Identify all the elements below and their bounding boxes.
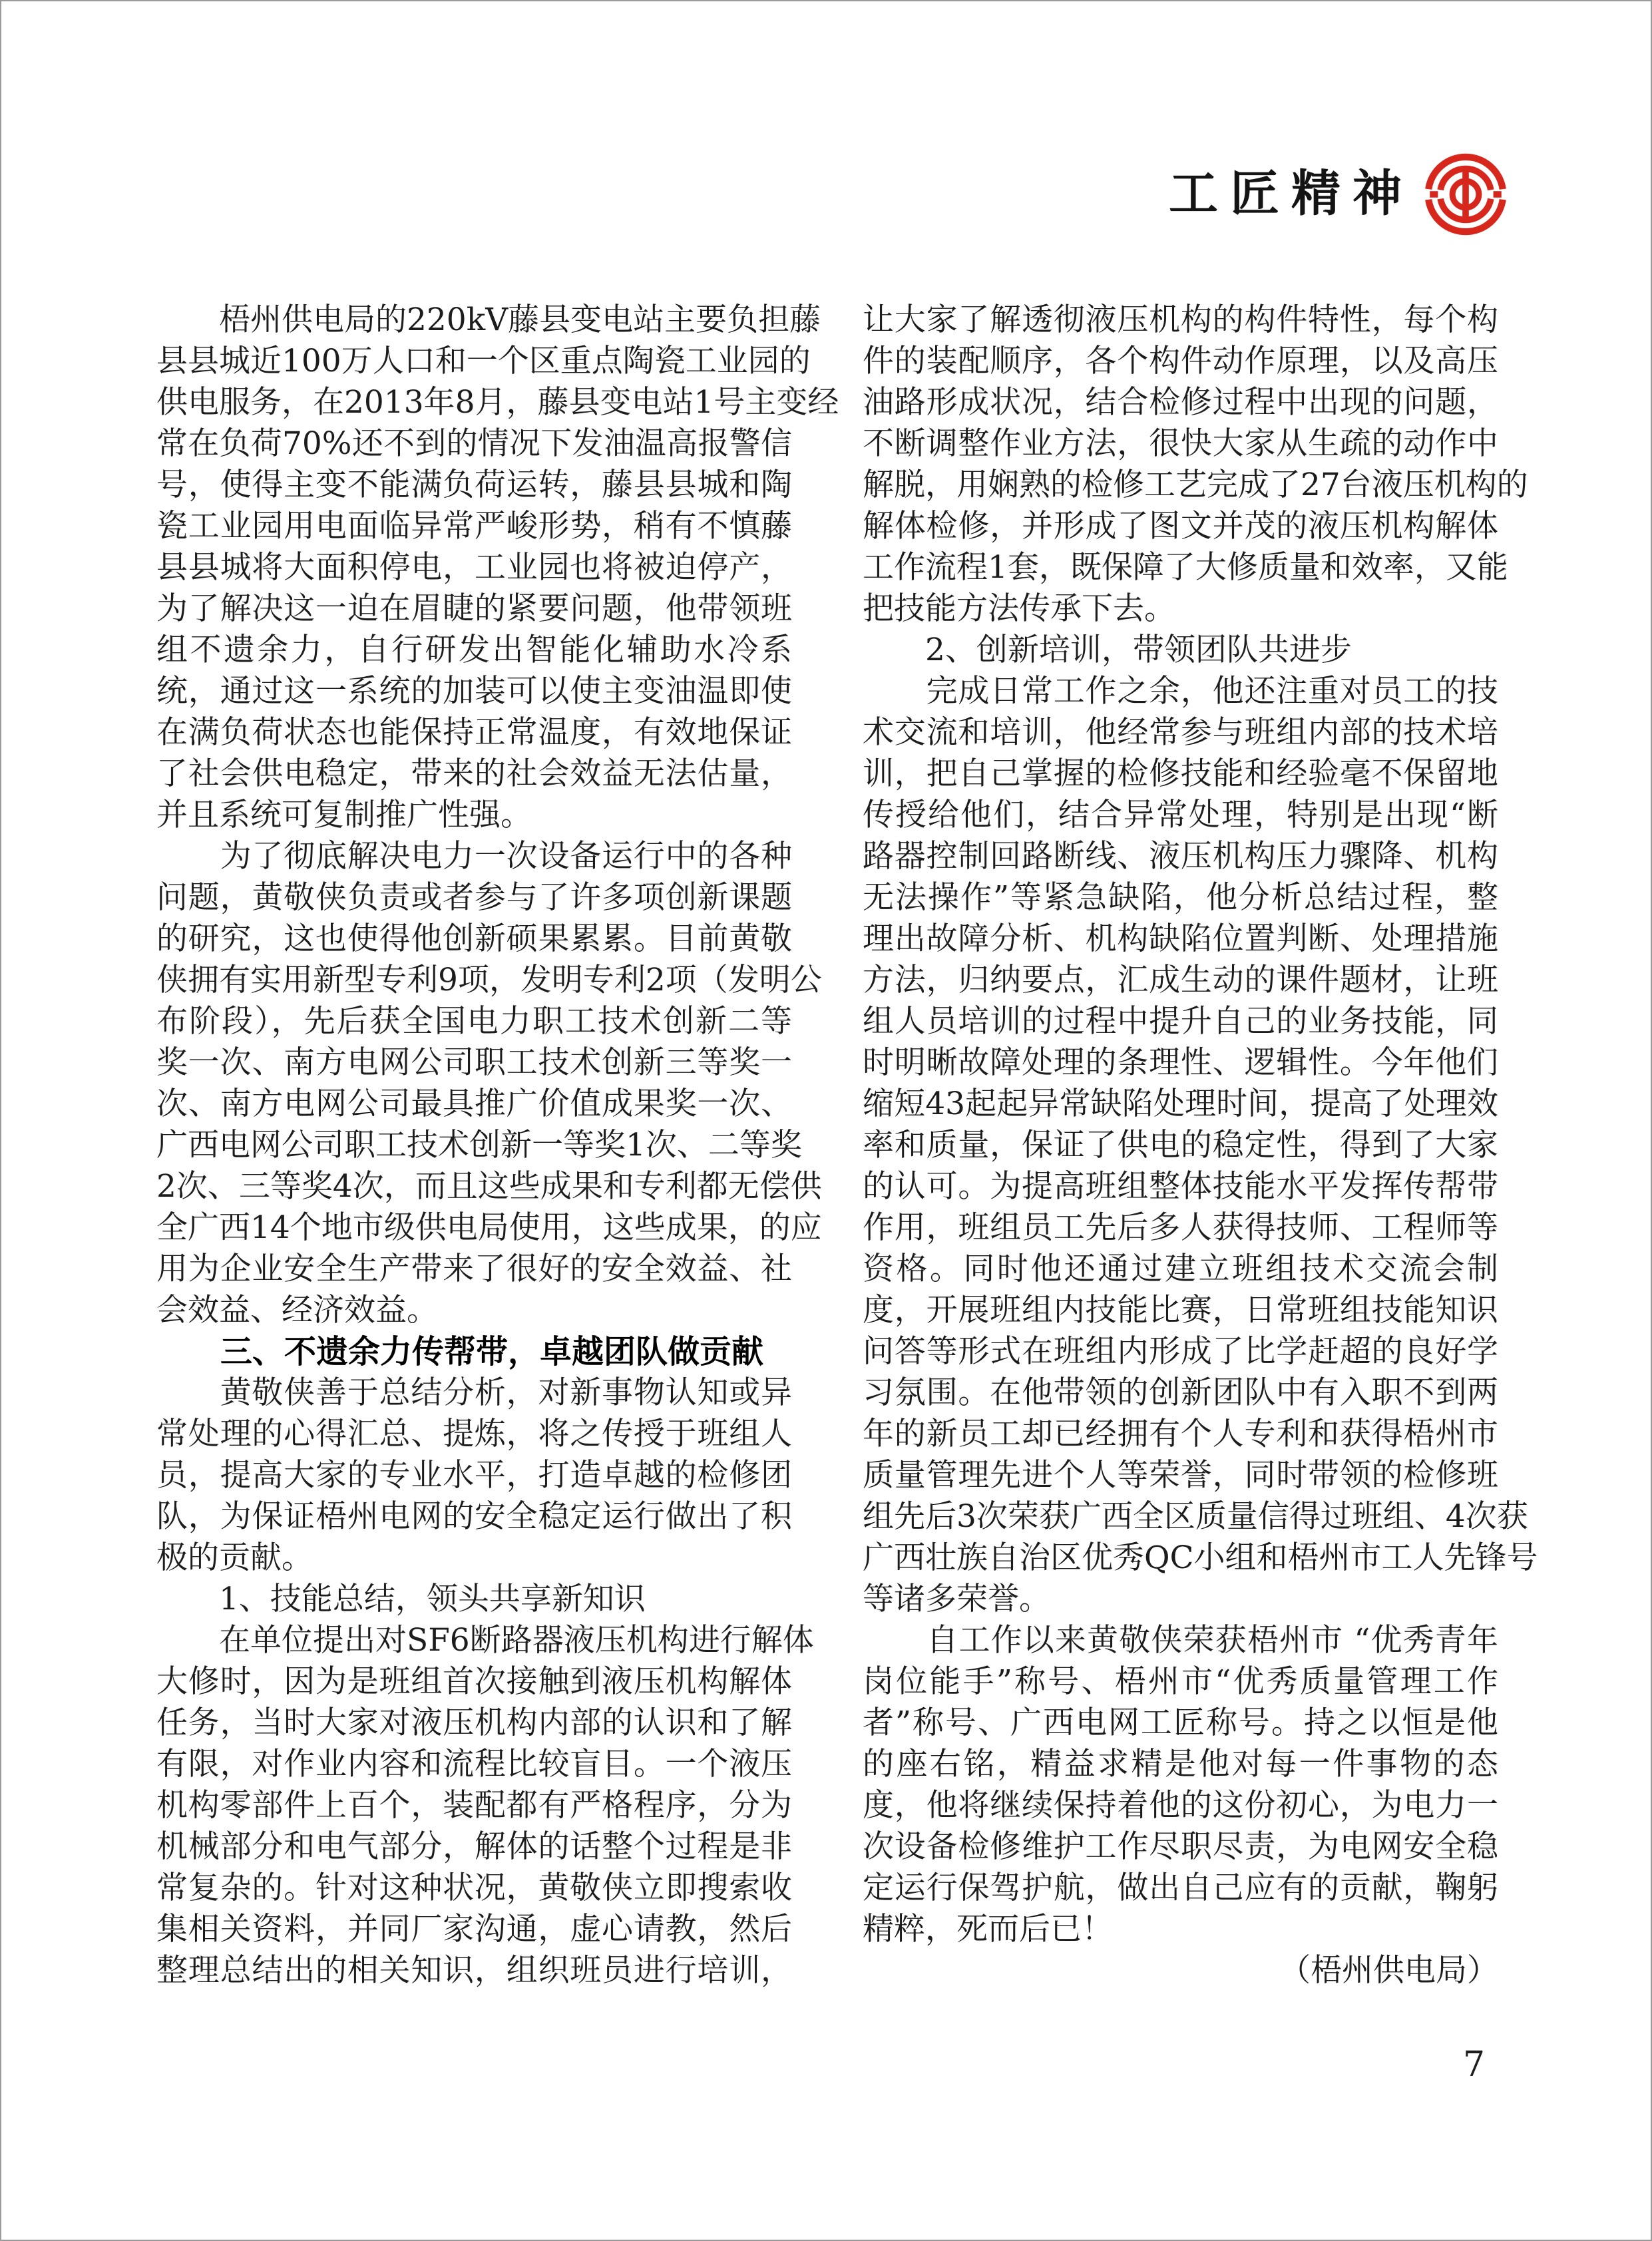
text-line: 理出故障分析、机构缺陷位置判断、处理措施 (863, 920, 1498, 957)
text-line: 让大家了解透彻液压机构的构件特性，每个构 (863, 302, 1498, 338)
text-line: 的研究，这也使得他创新硕果累累。目前黄敬 (156, 920, 792, 957)
text-line: 工作流程1套，既保障了大修质量和效率，又能 (863, 549, 1508, 586)
text-line: 县县城将大面积停电，工业园也将被迫停产， (156, 549, 792, 586)
text-line: 度，开展班组内技能比赛，日常班组技能知识 (863, 1292, 1498, 1328)
text-line: 习氛围。在他带领的创新团队中有入职不到两 (863, 1374, 1498, 1411)
text-line: 有限，对作业内容和流程比较盲目。一个液压 (156, 1746, 792, 1782)
text-line: 任务，当时大家对液压机构内部的认识和了解 (156, 1705, 792, 1741)
column-right (863, 300, 1538, 1991)
text-line: 为了解决这一迫在眉睫的紧要问题，他带领班 (156, 590, 792, 627)
text-line: 集相关资料，并同厂家沟通，虚心请教，然后 (156, 1911, 792, 1947)
text-line: 年的新员工却已经拥有个人专利和获得梧州市 (863, 1416, 1498, 1452)
text-line: 完成日常工作之余，他还注重对员工的技 (863, 673, 1498, 710)
text-line: 精粹，死而后已！ (863, 1911, 1113, 1947)
text-line: 术交流和培训，他经常参与班组内部的技术培 (863, 714, 1498, 751)
text-line: 队，为保证梧州电网的安全稳定运行做出了积 (156, 1498, 792, 1535)
acftu-union-logo-icon (1423, 152, 1508, 237)
text-line: 资格。同时他还通过建立班组技术交流会制 (863, 1251, 1498, 1287)
text-line: 油路形成状况，结合检修过程中出现的问题， (863, 384, 1498, 421)
text-line: 黄敬侠善于总结分析，对新事物认知或异 (156, 1374, 792, 1411)
text-line: 瓷工业园用电面临异常严峻形势，稍有不慎藤 (156, 508, 792, 544)
text-line: 把技能方法传承下去。 (863, 590, 1175, 627)
text-line: 作用，班组员工先后多人获得技师、工程师等 (863, 1209, 1498, 1246)
subsection-heading: 1、技能总结，领头共享新知识 (156, 1581, 646, 1617)
text-line: 侠拥有实用新型专利9项，发明专利2项（发明公 (156, 962, 822, 998)
page-title: 工匠精神 (1169, 165, 1414, 222)
text-line: 极的贡献。 (156, 1539, 313, 1576)
text-line: 在满负荷状态也能保持正常温度，有效地保证 (156, 714, 792, 751)
text-line: 的座右铭，精益求精是他对每一件事物的态 (863, 1746, 1498, 1782)
text-line: 岗位能手”称号、梧州市“优秀质量管理工作 (863, 1663, 1498, 1700)
column-left (156, 300, 839, 1991)
text-line: 传授给他们，结合异常处理，特别是出现“断 (863, 797, 1498, 833)
text-line: 缩短43起起异常缺陷处理时间，提高了处理效 (863, 1086, 1498, 1122)
text-line: 整理总结出的相关知识，组织班员进行培训， (156, 1952, 792, 1989)
text-line: 路器控制回路断线、液压机构压力骤降、机构 (863, 838, 1498, 875)
text-line: 组人员培训的过程中提升自己的业务技能，同 (863, 1003, 1498, 1040)
text-line: 大修时，因为是班组首次接触到液压机构解体 (156, 1663, 792, 1700)
text-line: 员，提高大家的专业水平，打造卓越的检修团 (156, 1457, 792, 1494)
text-line: 统，通过这一系统的加装可以使主变油温即使 (156, 673, 792, 710)
text-line: 时明晰故障处理的条理性、逻辑性。今年他们 (863, 1044, 1498, 1081)
text-line: 解体检修，并形成了图文并茂的液压机构解体 (863, 508, 1498, 544)
text-line: 机构零部件上百个，装配都有严格程序，分为 (156, 1787, 792, 1824)
text-line: 者”称号、广西电网工匠称号。持之以恒是他 (863, 1705, 1498, 1741)
text-line: 号，使得主变不能满负荷运转，藤县县城和陶 (156, 467, 792, 503)
text-line: 问答等形式在班组内形成了比学赶超的良好学 (863, 1333, 1498, 1370)
text-line: 质量管理先进个人等荣誉，同时带领的检修班 (863, 1457, 1498, 1494)
text-line: 定运行保驾护航，做出自己应有的贡献，鞠躬 (863, 1870, 1498, 1906)
text-line: 等诸多荣誉。 (863, 1581, 1050, 1617)
text-line: 方法，归纳要点，汇成生动的课件题材，让班 (863, 962, 1498, 998)
text-line: 件的装配顺序，各个构件动作原理，以及高压 (863, 343, 1498, 379)
text-line: 自工作以来黄敬侠荣获梧州市 “优秀青年 (863, 1622, 1498, 1659)
text-line: 用为企业安全生产带来了很好的安全效益、社 (156, 1251, 792, 1287)
text-line: 无法操作”等紧急缺陷，他分析总结过程，整 (863, 879, 1498, 916)
text-line: 供电服务，在2013年8月，藤县变电站1号主变经 (156, 384, 839, 421)
text-line: 常复杂的。针对这种状况，黄敬侠立即搜索收 (156, 1870, 792, 1906)
text-line: 并且系统可复制推广性强。 (156, 797, 532, 833)
text-line: 度，他将继续保持着他的这份初心，为电力一 (863, 1787, 1498, 1824)
section-heading: 三、不遗余力传帮带，卓越团队做贡献 (156, 1333, 764, 1370)
text-line: 在单位提出对SF6断路器液压机构进行解体 (156, 1622, 814, 1659)
text-line: 组不遗余力，自行研发出智能化辅助水冷系 (156, 632, 792, 668)
text-line: 梧州供电局的220kV藤县变电站主要负担藤 (156, 302, 821, 338)
text-line: 率和质量，保证了供电的稳定性，得到了大家 (863, 1127, 1498, 1163)
text-line: 的认可。为提高班组整体技能水平发挥传帮带 (863, 1168, 1498, 1205)
text-line: 次设备检修维护工作尽职尽责，为电网安全稳 (863, 1828, 1498, 1865)
text-line: 奖一次、南方电网公司职工技术创新三等奖一 (156, 1044, 792, 1081)
text-line: 广西壮族自治区优秀QC小组和梧州市工人先锋号 (863, 1539, 1538, 1576)
text-line: 机械部分和电气部分，解体的话整个过程是非 (156, 1828, 792, 1865)
subsection-heading: 2、创新培训，带领团队共进步 (863, 632, 1352, 668)
text-line: 组先后3次荣获广西全区质量信得过班组、4次获 (863, 1498, 1528, 1535)
text-line: 广西电网公司职工技术创新一等奖1次、二等奖 (156, 1127, 802, 1163)
text-line: 布阶段），先后获全国电力职工技术创新二等 (156, 1003, 792, 1040)
text-line: 县县城近100万人口和一个区重点陶瓷工业园的 (156, 343, 811, 379)
text-line: 问题，黄敬侠负责或者参与了许多项创新课题 (156, 879, 792, 916)
text-line: 会效益、经济效益。 (156, 1292, 438, 1328)
text-line: 训，把自己掌握的检修技能和经验毫不保留地 (863, 755, 1498, 792)
text-line: 解脱，用娴熟的检修工艺完成了27台液压机构的 (863, 467, 1528, 503)
text-line: 2次、三等奖4次，而且这些成果和专利都无偿供 (156, 1168, 822, 1205)
text-line: 了社会供电稳定，带来的社会效益无法估量， (156, 755, 792, 792)
text-line: 为了彻底解决电力一次设备运行中的各种 (156, 838, 792, 875)
attribution: （梧州供电局） (1279, 1952, 1498, 1989)
masthead (1, 149, 1652, 242)
text-line: 常在负荷70%还不到的情况下发油温高报警信 (156, 425, 792, 462)
text-line: 常处理的心得汇总、提炼，将之传授于班组人 (156, 1416, 792, 1452)
text-line: 全广西14个地市级供电局使用，这些成果，的应 (156, 1209, 822, 1246)
page-number: 7 (1463, 2045, 1486, 2085)
text-line: 不断调整作业方法，很快大家从生疏的动作中 (863, 425, 1498, 462)
text-line: 次、南方电网公司最具推广价值成果奖一次、 (156, 1086, 792, 1122)
